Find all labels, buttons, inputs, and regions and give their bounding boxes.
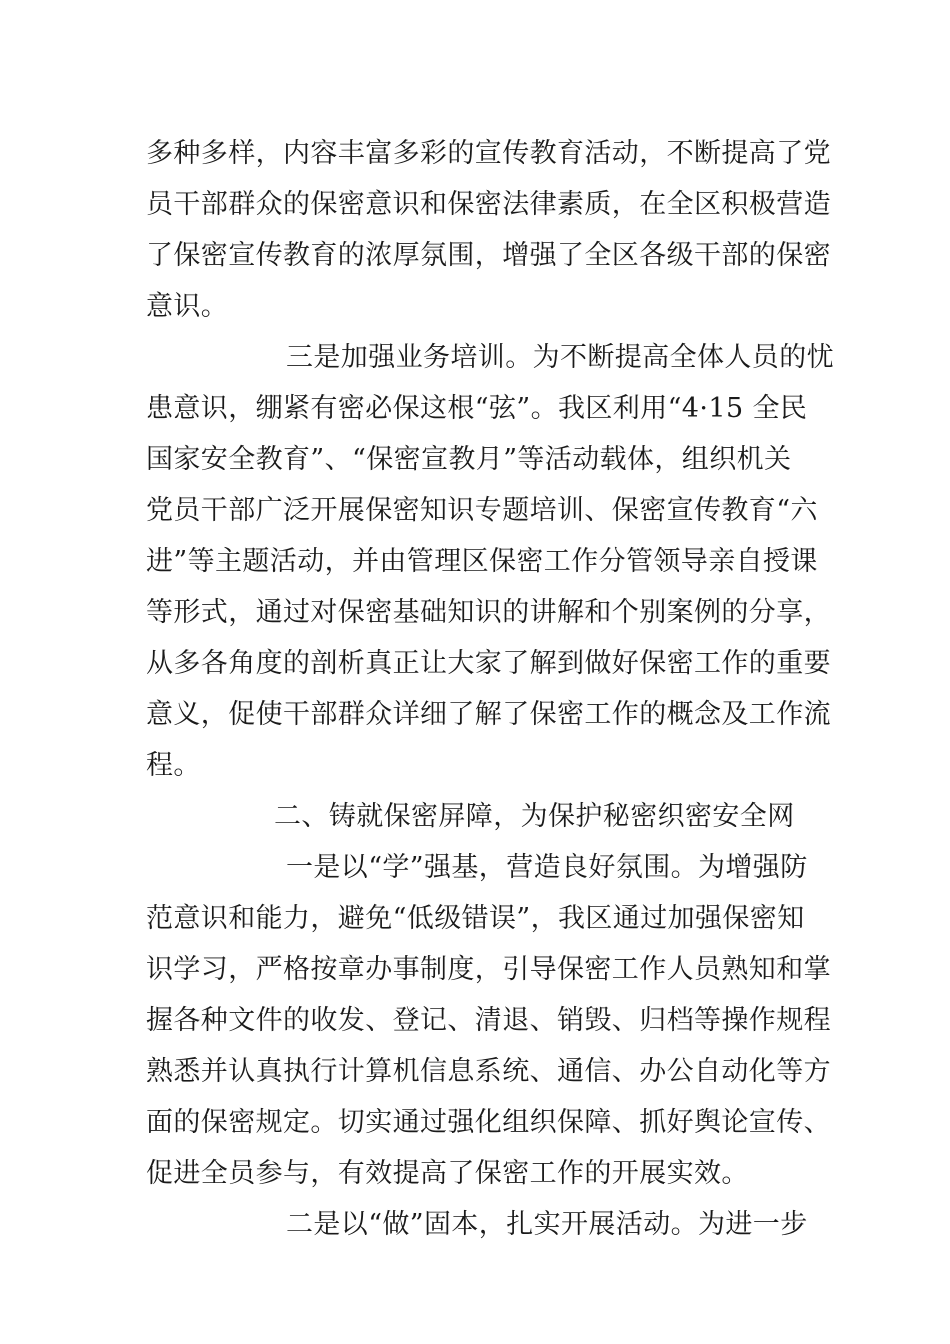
text-line: 多种多样，内容丰富多彩的宣传教育活动，不断提高了党 <box>146 138 831 169</box>
text-line: 握各种文件的收发、登记、清退、销毁、归档等操作规程 <box>146 1005 831 1036</box>
text-line: 程。 <box>146 750 201 781</box>
text-line: 熟悉并认真执行计算机信息系统、通信、办公自动化等方 <box>146 1056 831 1087</box>
text-line: 二是以“做”固本，扎实开展活动。为进一步 <box>286 1209 808 1240</box>
text-line: 识学习，严格按章办事制度，引导保密工作人员熟知和掌 <box>146 954 831 985</box>
text-line: 了保密宣传教育的浓厚氛围，增强了全区各级干部的保密 <box>146 240 831 271</box>
text-line: 意义，促使干部群众详细了解了保密工作的概念及工作流 <box>146 699 831 730</box>
text-line: 促进全员参与，有效提高了保密工作的开展实效。 <box>146 1158 749 1189</box>
text-line: 面的保密规定。切实通过强化组织保障、抓好舆论宣传、 <box>146 1107 831 1138</box>
text-line: 范意识和能力，避免“低级错误”，我区通过加强保密知 <box>146 903 805 934</box>
text-line: 国家安全教育”、“保密宣教月”等活动载体，组织机关 <box>146 444 792 475</box>
text-line: 从多各角度的剖析真正让大家了解到做好保密工作的重要 <box>146 648 831 679</box>
section-heading: 二、铸就保密屏障，为保护秘密织密安全网 <box>274 801 795 832</box>
paragraph-2 <box>146 332 834 791</box>
text-line: 等形式，通过对保密基础知识的讲解和个别案例的分享， <box>146 597 831 628</box>
text-line: 党员干部广泛开展保密知识专题培训、保密宣传教育“六 <box>146 495 818 526</box>
document-body <box>146 128 834 1250</box>
text-line: 一是以“学”强基，营造良好氛围。为增强防 <box>286 852 808 883</box>
paragraph-4 <box>146 1199 816 1250</box>
text-line: 患意识，绷紧有密必保这根“弦”。我区利用“4·15 全民 <box>146 393 808 424</box>
paragraph-1 <box>146 128 831 332</box>
text-line: 进”等主题活动，并由管理区保密工作分管领导亲自授课 <box>146 546 818 577</box>
paragraph-3 <box>146 842 831 1199</box>
text-line: 三是加强业务培训。为不断提高全体人员的忧 <box>286 342 834 373</box>
text-line: 意识。 <box>146 291 229 322</box>
text-line: 员干部群众的保密意识和保密法律素质，在全区积极营造 <box>146 189 831 220</box>
